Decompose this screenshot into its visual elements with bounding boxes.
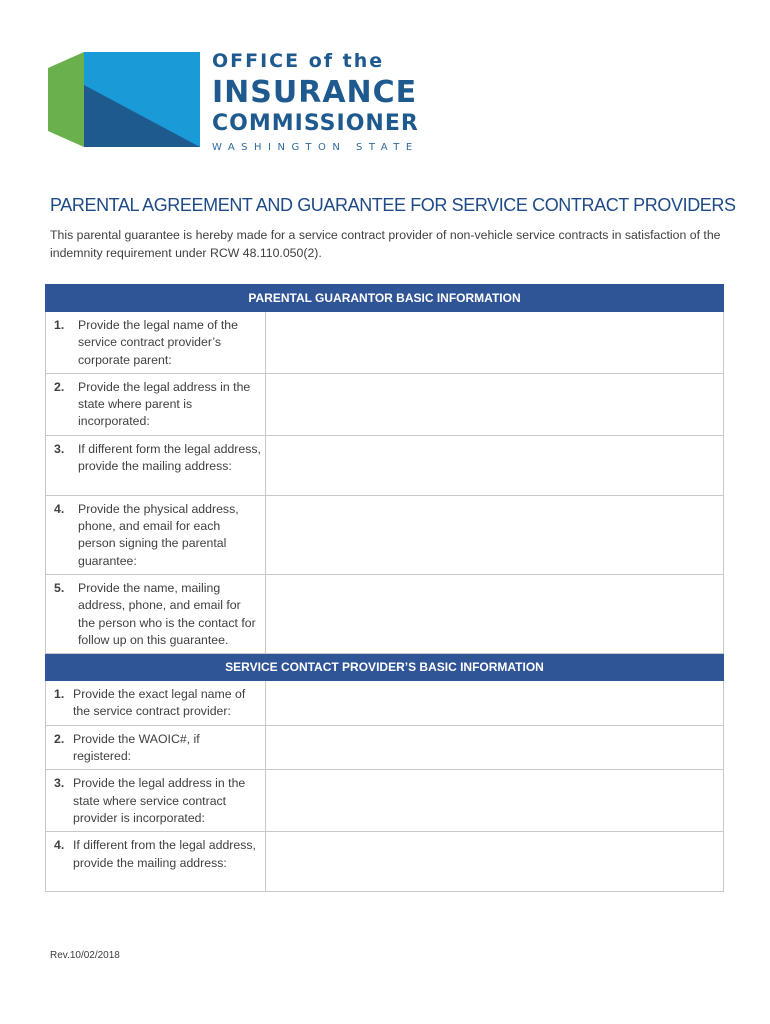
question-label: [46, 832, 266, 892]
form-row: [46, 373, 724, 435]
question-label: [46, 574, 266, 653]
question-text: Provide the physical address, phone, and email for each person signing the parental guarantee:: [78, 501, 239, 568]
question-label: [46, 681, 266, 726]
logo-wordmark: [212, 50, 419, 154]
document-title: PARENTAL AGREEMENT AND GUARANTEE FOR SERVICE CONTRACT PROVIDERS: [50, 195, 736, 215]
question-number: 4.: [54, 838, 65, 853]
form-row: [46, 770, 724, 832]
question-text: Provide the legal address in the state where service contract provider is incorporated:: [73, 776, 246, 825]
question-text: Provide the legal address in the state where parent is incorporated:: [78, 379, 251, 429]
question-number: 1.: [54, 318, 65, 332]
answer-field-provider-mailing-address[interactable]: [266, 832, 724, 892]
form-row: [46, 725, 724, 770]
answer-field-parent-legal-name[interactable]: [266, 312, 724, 374]
question-label: [46, 495, 266, 574]
logo-line-insurance: INSURANCE: [212, 75, 418, 110]
form-row: [46, 312, 724, 374]
form-row: [46, 681, 724, 726]
revision-date: Rev.10/02/2018: [50, 950, 120, 961]
section-heading-parental: PARENTAL GUARANTOR BASIC INFORMATION: [46, 285, 724, 312]
oic-logo: [48, 47, 200, 154]
form-row: [46, 832, 724, 892]
question-label: [46, 770, 266, 832]
question-number: 5.: [54, 580, 65, 595]
answer-field-parent-mailing-address[interactable]: [266, 435, 724, 495]
form-row: [46, 574, 724, 653]
logo-line-office: OFFICE of the: [212, 50, 385, 72]
question-number: 3.: [54, 776, 65, 791]
answer-field-waoic-number[interactable]: [266, 725, 724, 770]
answer-field-followup-contact[interactable]: [266, 574, 724, 653]
question-number: 1.: [54, 687, 65, 702]
oic-logo-mark-icon: [48, 47, 200, 149]
answer-field-provider-legal-name[interactable]: [266, 681, 724, 726]
answer-field-provider-legal-address[interactable]: [266, 770, 724, 832]
answer-field-parent-legal-address[interactable]: [266, 373, 724, 435]
question-label: [46, 435, 266, 495]
question-text: If different from the legal address, provide the mailing address:: [73, 838, 256, 870]
logo-line-state: WASHINGTON STATE: [212, 142, 419, 153]
guarantee-form-table: [45, 284, 724, 892]
question-number: 2.: [54, 379, 65, 394]
question-label: [46, 373, 266, 435]
answer-field-signer-contact[interactable]: [266, 495, 724, 574]
section-heading-provider: SERVICE CONTACT PROVIDER’S BASIC INFORMATION: [46, 654, 724, 681]
question-text: Provide the exact legal name of the service contract provider:: [73, 687, 246, 719]
question-text: Provide the legal name of the service contract provider’s corporate parent:: [78, 318, 238, 367]
section-header-row: [46, 654, 724, 681]
question-text: Provide the WAOIC#, if registered:: [73, 731, 200, 764]
question-number: 3.: [54, 441, 65, 456]
question-text: Provide the name, mailing address, phone, and email for the person who is the contact for follow up on this guarantee.: [78, 580, 256, 647]
logo-line-commissioner: COMMISSIONER: [212, 111, 419, 136]
section-header-row: [46, 285, 724, 312]
intro-paragraph: This parental guarantee is hereby made for a service contract provider of non-vehicle service contracts in satisfaction of the indemnity requirement under RCW 48.110.050(2).: [50, 228, 721, 260]
question-number: 4.: [54, 501, 65, 516]
question-number: 2.: [54, 731, 65, 746]
form-row: [46, 495, 724, 574]
question-label: [46, 725, 266, 770]
question-text: If different form the legal address, provide the mailing address:: [78, 441, 261, 474]
question-label: [46, 312, 266, 374]
form-row: [46, 435, 724, 495]
